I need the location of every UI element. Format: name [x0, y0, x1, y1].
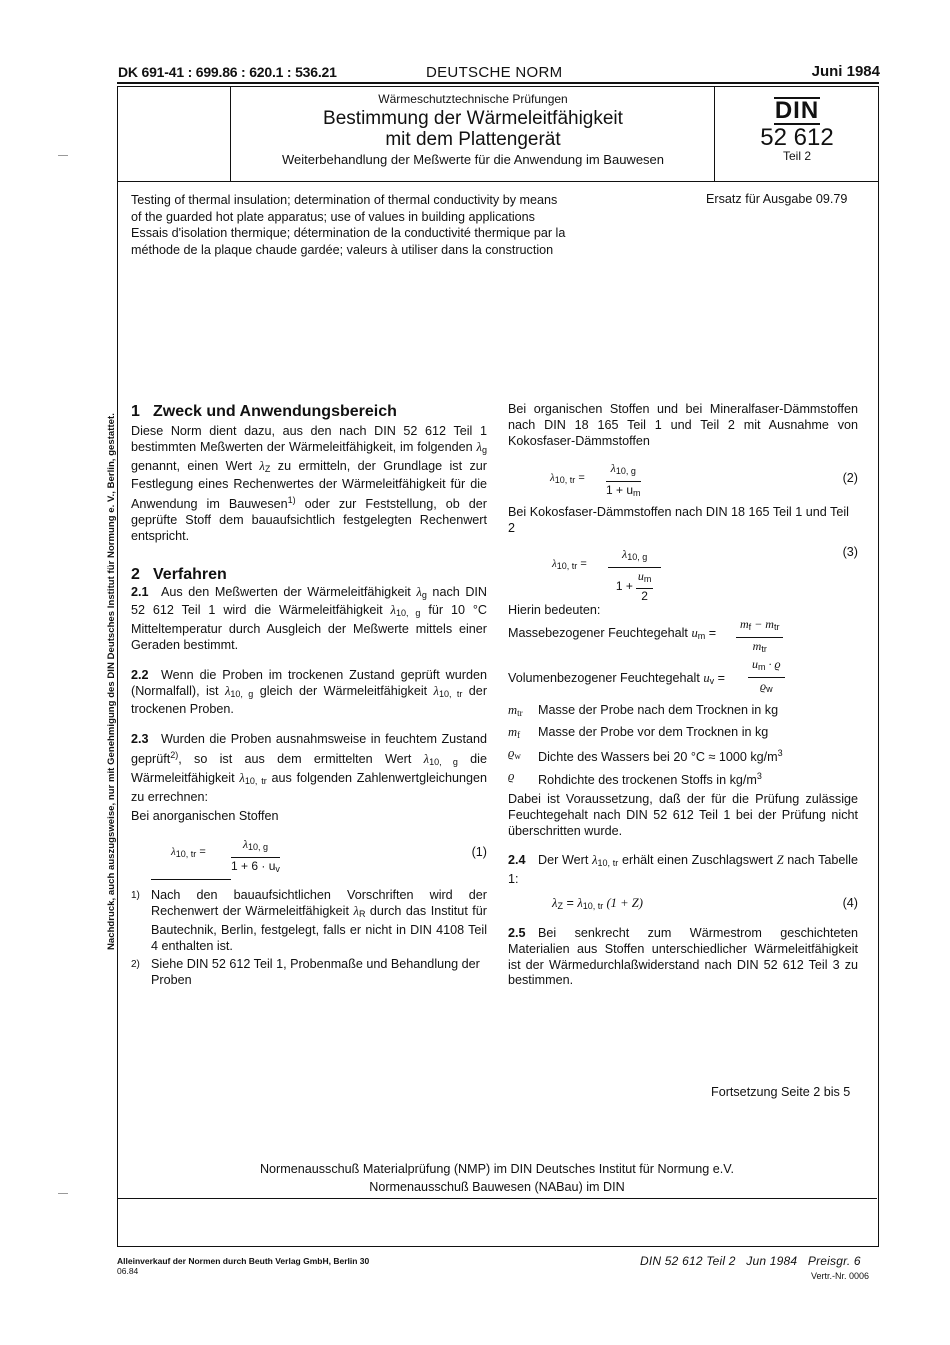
- equals-sign: =: [196, 846, 206, 859]
- right-column: [508, 402, 858, 989]
- text-run: Wurden die Proben ausnahmsweise in feuchtem Zustand geprüft: [131, 732, 487, 766]
- subsection-number: 2.5: [508, 925, 526, 940]
- section-2-5-paragraph: [508, 926, 858, 989]
- symbol: · ϱ: [765, 656, 781, 671]
- footnote-text: Siehe DIN 52 612 Teil 1, Probenmaße und Behandlung der Proben: [151, 957, 480, 988]
- title-line-1: Bestimmung der Wärmeleitfähigkeit: [323, 108, 623, 129]
- section-2-1-paragraph: [131, 585, 487, 654]
- footnote-marker: 1): [131, 890, 140, 902]
- text-run: für 10 °C Mitteltemperatur durch Ausgleich der Meßwerte mittels einer Geraden bestimmt.: [131, 603, 487, 652]
- section-1-paragraph: [131, 424, 487, 545]
- english-title-line-2: of the guarded hot plate apparatus; use of values in building applications: [131, 209, 535, 224]
- definition-symbol: [508, 746, 538, 769]
- text-run: gleich der Wärmeleitfähigkeit: [253, 683, 434, 698]
- subscript: m: [643, 573, 652, 584]
- numerator: [608, 547, 661, 568]
- text-run: aus folgenden Zahlenwertgleichungen zu errechnen:: [131, 770, 487, 804]
- superscript: 3: [777, 748, 783, 759]
- equation-body: [552, 896, 643, 915]
- french-title-line-2: méthode de la plaque chaude gardée; valeurs à utiliser dans la construction: [131, 242, 554, 257]
- text-run: Dichte des Wassers bei 20 °C ≈ 1000 kg/m: [538, 750, 778, 765]
- text-run: nach Tabelle 1:: [508, 853, 858, 887]
- footnote-ref: 2): [170, 749, 179, 760]
- symbol: m: [740, 616, 749, 631]
- subscript: Z: [557, 900, 563, 911]
- replacement-note: Ersatz für Ausgabe 09.79: [706, 192, 848, 206]
- subscript: 10, tr: [175, 849, 197, 860]
- definition-row: [508, 725, 783, 747]
- section-title: Verfahren: [153, 565, 227, 583]
- subscript: g: [421, 589, 427, 600]
- section-number: 2: [131, 565, 140, 583]
- text-run: Bei senkrecht zum Wärmestrom geschichteten Materialien aus Stoffen unterschiedlicher Wärmeleitfähigkeit ist der Wärmedurchlaßwiderstand nach DIN 52 612 Teil 3 zu bestimmen.: [508, 925, 858, 988]
- frame-divider: [117, 1198, 877, 1199]
- mass-moisture-definition: [508, 616, 858, 654]
- symbol: λ: [476, 439, 482, 454]
- text-run: 1 +: [615, 578, 633, 593]
- din-number-block: [716, 87, 878, 181]
- text-run: zu ermitteln, der Grundlage ist zur Festlegung eines Rechenwertes der Wärmeleitfähigkeit für die Anwendung im Bauwesen: [131, 458, 487, 512]
- symbol: ϱ: [508, 769, 515, 784]
- symbol: λ: [592, 853, 598, 868]
- symbol: m: [752, 638, 762, 653]
- text-run: durch das Institut für Bautechnik, Berlin, festgelegt, falls er nicht in DIN 4108 Teil 4 enthalten ist.: [151, 903, 488, 953]
- symbol: u: [703, 670, 710, 685]
- section-title: Zweck und Anwendungsbereich: [153, 403, 397, 420]
- subscript: tr: [517, 707, 523, 718]
- text-run: oder zur Feststellung, ob der geprüfte Stoff dem bauaufsichtlich festgelegten Rechenwert entspricht.: [131, 497, 487, 543]
- definition-symbol: [508, 703, 538, 725]
- text-run: , so ist aus dem ermittelten Wert: [178, 751, 424, 766]
- subscript: 10, tr: [597, 858, 619, 869]
- subscript: f: [517, 729, 521, 740]
- equals-sign: =: [705, 625, 717, 640]
- sales-line: Alleinverkauf der Normen durch Beuth Verlag GmbH, Berlin 30: [117, 1256, 370, 1266]
- margin-tick: [58, 155, 68, 156]
- symbol: λ: [390, 603, 396, 618]
- symbol: λ: [259, 458, 265, 473]
- symbol: u: [691, 625, 698, 640]
- subscript: m: [633, 488, 641, 499]
- section-2-4-paragraph: [508, 853, 858, 888]
- subscript: tr: [773, 621, 780, 632]
- title-box-divider: [230, 87, 231, 181]
- equals-sign: =: [577, 557, 587, 570]
- definition-row: [508, 746, 783, 769]
- inorganic-label: Bei anorganischen Stoffen: [131, 809, 279, 824]
- subscript: 10, g: [396, 608, 421, 619]
- text-run: Nach den bauaufsichtlichen Vorschriften wird der Rechenwert der Wärmeleitfähigkeit: [151, 888, 487, 918]
- volume-moisture-definition: [508, 657, 858, 697]
- english-title-line-1: Testing of thermal insulation; determination of thermal conductivity by means: [131, 193, 558, 207]
- equation-lhs: [552, 557, 587, 575]
- equation-fraction: [608, 547, 661, 604]
- definition-row: [508, 703, 783, 725]
- text-run: 1 + 6 · u: [231, 858, 276, 873]
- title-block: [232, 87, 714, 181]
- title-line-2: mit dem Plattengerät: [385, 129, 561, 150]
- symbol: − m: [751, 616, 774, 631]
- definition-label: [508, 626, 716, 645]
- equation-number: (4): [842, 895, 858, 910]
- sales-notice: [117, 1256, 369, 1276]
- committee-line-2: Normenausschuß Bauwesen (NABau) im DIN: [369, 1180, 625, 1194]
- section-2-3-paragraph: [131, 732, 487, 805]
- symbol: λ: [610, 461, 616, 476]
- subscript: 10, tr: [439, 688, 463, 699]
- subsection-number: 2.4: [508, 853, 526, 868]
- nested-numerator: [636, 569, 654, 589]
- symbol: λ: [171, 846, 176, 859]
- text-run: Masse der Probe nach dem Trocknen in kg: [538, 702, 779, 717]
- text-run: erhält einen Zuschlagswert: [618, 853, 777, 868]
- french-title-line-1: Essais d'isolation thermique; détermination de la conductivité thermique par la: [131, 226, 566, 240]
- symbol: λ: [433, 683, 440, 698]
- denominator: [608, 568, 661, 605]
- equation-4: [508, 892, 858, 918]
- subsection-number: 2.3: [131, 732, 149, 747]
- denominator: [606, 482, 641, 502]
- subscript: w: [766, 683, 773, 694]
- symbol: m: [508, 702, 518, 717]
- title-kicker: Wärmeschutztechnische Prüfungen: [378, 92, 568, 106]
- definition-text: [538, 769, 783, 792]
- equation-number: (3): [842, 544, 858, 559]
- symbol: m: [508, 724, 518, 739]
- subscript: m: [697, 630, 706, 641]
- text-run: Volumenbezogener Feuchtegehalt: [508, 670, 704, 685]
- standard-part: Teil 2: [782, 149, 811, 163]
- header-rule: [117, 82, 879, 84]
- text-run: Masse der Probe vor dem Trocknen in kg: [538, 724, 769, 739]
- symbol: λ: [577, 895, 583, 910]
- text-run: genannt, einen Wert: [131, 458, 260, 473]
- footnote-1: [131, 888, 487, 954]
- symbol-definitions: [508, 703, 783, 792]
- text-run: Diese Norm dient dazu, aus den nach DIN 52 612 Teil 1 bestimmten Meßwerten der Wärmeleitfähigkeit, im folgenden: [131, 424, 487, 454]
- subscript: 10, g: [615, 466, 636, 477]
- subscript: 10, tr: [556, 560, 578, 571]
- equals-sign: =: [575, 472, 585, 485]
- definition-fraction: [736, 617, 783, 658]
- equals-sign: =: [562, 895, 578, 910]
- distribution-number: Vertr.-Nr. 0006: [811, 1271, 870, 1281]
- equation-number: (1): [471, 845, 487, 860]
- reprint-notice: Nachdruck, auch auszugsweise, nur mit Genehmigung des DIN Deutsches Institut für Normung e. V., Berlin, gestattet.: [106, 413, 117, 950]
- numerator: [748, 657, 785, 678]
- definition-text: [538, 703, 783, 725]
- continuation-note: Fortsetzung Seite 2 bis 5: [711, 1085, 851, 1099]
- subscript: f: [748, 621, 752, 632]
- symbol: ϱ: [760, 678, 767, 693]
- committee-line-1: Normenausschuß Materialprüfung (NMP) im DIN Deutsches Institut für Normung e.V.: [259, 1162, 735, 1176]
- subscript: tr: [761, 643, 767, 654]
- symbol: (1 + Z): [603, 895, 643, 910]
- equation-fraction: [606, 461, 641, 502]
- symbol: u: [752, 656, 758, 671]
- subscript: 10, tr: [582, 900, 604, 911]
- symbol: λ: [242, 837, 249, 852]
- equation-3: [508, 545, 858, 603]
- section-2-2-paragraph: [131, 668, 487, 718]
- nested-fraction: [636, 569, 654, 605]
- symbol: λ: [423, 751, 430, 766]
- text-run: 1 + u: [606, 483, 634, 498]
- equals-sign: =: [714, 670, 726, 685]
- subscript: 10, g: [230, 688, 254, 699]
- symbol: λ: [550, 472, 555, 485]
- subscript: 10, g: [429, 756, 458, 767]
- text-run: Wenn die Proben im trockenen Zustand geprüft wurden (Normalfall), ist: [131, 667, 487, 698]
- subscript: v: [709, 675, 715, 686]
- document-type: DEUTSCHE NORM: [426, 64, 563, 81]
- din-logo: DIN: [774, 97, 820, 124]
- subscript: 10, tr: [554, 475, 576, 486]
- subsection-number: 2.2: [131, 667, 149, 682]
- standard-number: 52 612: [760, 124, 834, 151]
- equation-2: [508, 459, 858, 499]
- title-box-divider: [714, 87, 715, 181]
- definition-text: [538, 746, 783, 769]
- footnote-text: [151, 888, 487, 954]
- text-run: Massebezogener Feuchtegehalt: [508, 625, 692, 640]
- section-number: 1: [131, 403, 140, 420]
- subscript: m: [758, 661, 766, 672]
- footnote-marker: 2): [131, 959, 140, 971]
- left-column: [131, 402, 487, 989]
- symbol: λ: [622, 546, 628, 561]
- subscript: 10, g: [627, 551, 648, 562]
- subscript: g: [481, 444, 487, 455]
- denominator: [748, 678, 785, 698]
- text-run: der trockenen Proben.: [131, 683, 488, 717]
- symbol: λ: [239, 770, 245, 785]
- symbol: λ: [416, 584, 422, 599]
- footnote-2: [131, 957, 487, 989]
- definition-text: [538, 725, 783, 747]
- text-run: nach DIN 52 612 Teil 1 wird die Wärmeleitfähigkeit: [131, 584, 488, 618]
- symbol: λ: [353, 903, 359, 918]
- equation-lhs: [550, 471, 585, 489]
- subscript: 10, tr: [244, 775, 267, 786]
- text-run: Aus den Meßwerten der Wärmeleitfähigkeit: [161, 584, 417, 599]
- definitions-intro: Hierin bedeuten:: [508, 602, 601, 617]
- text-run: Der Wert: [538, 853, 593, 868]
- definition-row: [508, 769, 783, 792]
- equation-number: (2): [842, 471, 858, 486]
- condition-paragraph: Dabei ist Voraussetzung, daß der für die Prüfung zulässige Feuchtegehalt nach DIN 52 612 Teil 1 bei der Prüfung nicht überschritten wurde.: [508, 791, 858, 838]
- symbol: ϱ: [508, 746, 515, 761]
- dk-classification: DK 691-41 : 699.86 : 620.1 : 536.21: [118, 64, 337, 80]
- subscript: R: [358, 908, 366, 919]
- subscript: 10, g: [248, 842, 269, 853]
- document-subtitle: Weiterbehandlung der Meßwerte für die Anwendung im Bauwesen: [281, 152, 665, 167]
- definition-symbol: [508, 769, 538, 792]
- symbol: u: [637, 568, 644, 583]
- symbol: Z: [776, 853, 784, 868]
- superscript: 3: [756, 771, 762, 782]
- nested-denominator: 2: [641, 588, 648, 603]
- footer-reference: DIN 52 612 Teil 2 Jun 1984 Preisgr. 6: [640, 1254, 861, 1268]
- footnote-separator: [151, 879, 231, 880]
- symbol: λ: [552, 895, 558, 910]
- footnote-ref: 1): [287, 495, 296, 506]
- section-2-heading: [131, 565, 487, 585]
- numerator: [606, 461, 641, 482]
- definition-fraction: [748, 657, 785, 698]
- print-code: 06.84: [117, 1266, 139, 1276]
- subscript: w: [514, 751, 521, 762]
- definition-label: [508, 671, 725, 690]
- denominator: [231, 858, 280, 878]
- subsection-number: 2.1: [131, 584, 149, 599]
- subscript: v: [275, 863, 280, 874]
- definition-symbol: [508, 725, 538, 747]
- document-title: [232, 108, 714, 150]
- equation-fraction: [231, 837, 280, 878]
- equation-lhs: [171, 845, 206, 863]
- section-1-heading: [131, 402, 487, 422]
- margin-tick: [58, 1193, 68, 1194]
- subscript: Z: [264, 463, 271, 474]
- issue-date: Juni 1984: [811, 63, 880, 80]
- symbol: λ: [224, 683, 231, 698]
- coconut-paragraph: Bei Kokosfaser-Dämmstoffen nach DIN 18 165 Teil 1 und Teil 2: [508, 505, 849, 536]
- title-translations: [131, 192, 631, 258]
- denominator: [736, 638, 783, 658]
- organic-paragraph: Bei organischen Stoffen und bei Mineralfaser-Dämmstoffen nach DIN 18 165 Teil 1 und Teil 2 mit Ausnahme von Kokosfaser-Dämmstoffen: [508, 402, 858, 448]
- numerator: [231, 837, 280, 858]
- numerator: [736, 617, 783, 638]
- text-run: die Wärmeleitfähigkeit: [131, 751, 487, 785]
- text-run: Rohdichte des trockenen Stoffs in kg/m: [538, 773, 757, 788]
- title-box: [117, 86, 879, 182]
- equation-1: [131, 833, 487, 873]
- symbol: λ: [552, 557, 557, 570]
- committee-info: [117, 1160, 877, 1196]
